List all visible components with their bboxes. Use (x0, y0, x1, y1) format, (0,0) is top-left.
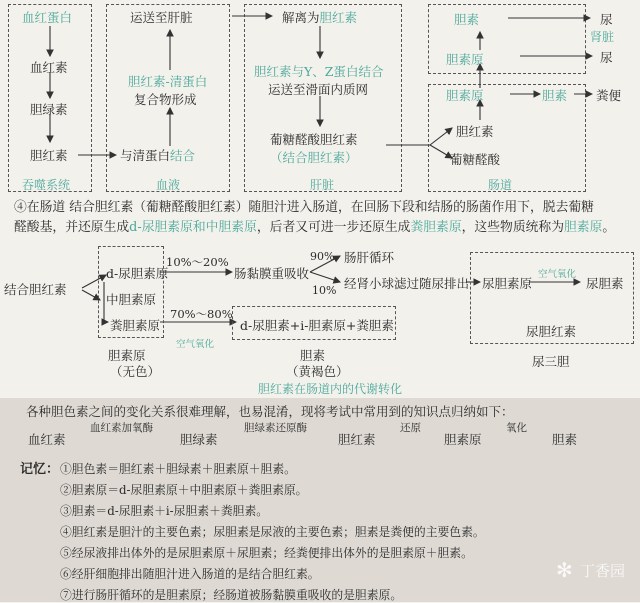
memory-item-6: ⑥经肝细胞排出随胆汁进入肠道的是结合胆红素。 (60, 567, 320, 581)
label-pct-10-20: 10%～20% (166, 255, 229, 269)
watermark-text: 丁香园 (580, 562, 626, 580)
chain-label-oxidation: 氧化 (506, 422, 527, 434)
node-smooth-er: 运送至滑面内质网 (268, 82, 369, 97)
p2-suffix: ，这些物质统称为 (461, 220, 564, 235)
node-mucosal-reabsorb: 肠黏膜重吸收 (234, 266, 310, 281)
title-liver: 肝脏 (310, 178, 335, 192)
node-transport-liver: 运送至肝脏 (130, 10, 193, 25)
node-conjugated: （结合胆红素） (270, 150, 358, 165)
label-urine-2: 尿 (600, 50, 613, 65)
memory-item-3: ③胆素＝d-尿胆素＋i-尿胆素＋粪胆素。 (60, 504, 269, 518)
p2-prefix: 醛酸基，并还原生成 (14, 220, 130, 235)
node-conjugated-bilirubin: 结合胆红素 (4, 282, 67, 297)
paragraph-line-1: ④在肠道 结合胆红素（葡糖醛酸胆红素）随胆汁进入肠道，在回肠下段和结肠的肠菌作用下，脱去葡糖 (14, 200, 594, 215)
node-stercobilinogen: 粪胆素原 (110, 318, 161, 333)
node-bilirubin-albumin: 胆红素-清蛋白 (128, 74, 208, 89)
chain-urobilin: 胆素 (552, 432, 578, 447)
paragraph-line-2 (14, 218, 634, 238)
chain-heme: 血红素 (28, 432, 66, 447)
node-urobilin-red: 尿胆红素 (526, 324, 577, 339)
paragraph-intestine (14, 198, 634, 238)
title-intestine: 肠道 (488, 178, 513, 192)
label-air-oxidation-1: 空气氧化 (538, 269, 577, 280)
label-yellow-brown: （黄褐色） (286, 364, 349, 379)
node-dissociate (282, 8, 357, 26)
node-heme: 血红素 (30, 60, 68, 75)
node-glucuronide: 葡糖醛酸胆红素 (270, 132, 358, 147)
memory-item-4: ④胆红素是胆汁的主要色素；尿胆素是尿液的主要色素；胆素是粪便的主要色素。 (60, 525, 485, 539)
title-phagocyte-system: 吞噬系统 (22, 178, 71, 192)
bind-text: 结合 (170, 148, 196, 163)
label-pct-70-80: 70%～80% (170, 307, 233, 321)
label-air-oxidation-2: 空气氧化 (176, 339, 215, 350)
chain-biliverdin: 胆绿素 (180, 432, 218, 447)
watermark-logo-icon: ✻ (556, 558, 573, 582)
node-d-urobilinogen: d-尿胆素原 (106, 266, 169, 281)
chain-urobilinogen: 胆素原 (444, 432, 482, 447)
caption-intestinal-metabolism: 胆红素在肠道内的代谢转化 (258, 382, 403, 396)
node-biliverdin: 胆绿素 (30, 102, 68, 117)
memory-label: 记忆： (20, 462, 60, 477)
node-urobilin-top: 胆素 (454, 12, 480, 27)
label-urobilinogen-group: 胆素原 (108, 348, 146, 363)
node-urobilin: 尿胆素 (586, 276, 624, 291)
node-complex-formation: 复合物形成 (134, 92, 197, 107)
p2-highlight-3: 胆素原 (564, 220, 603, 235)
node-bind-albumin (120, 146, 195, 164)
p2-mid: ，后者又可进一步还原生成 (256, 220, 411, 235)
node-bilirubin: 胆红素 (30, 148, 68, 163)
summary-intro: 各种胆色素之间的变化关系很难理解，也易混淆，现将考试中常用到的知识点归纳如下： (26, 404, 514, 419)
node-urobilinogen-top: 胆素原 (446, 52, 484, 67)
label-kidney: 肾脏 (590, 30, 615, 44)
node-pigment-mix: d-尿胆素+i-胆素原+粪胆素 (240, 318, 394, 333)
memory-item-5: ⑤经尿液排出体外的是尿胆素原＋尿胆素；经粪便排出体外的是胆素原＋胆素。 (60, 546, 473, 560)
bind-albumin-text: 与清蛋白 (120, 148, 171, 163)
label-urine-trio: 尿三胆 (532, 354, 570, 369)
chain-bilirubin: 胆红素 (338, 432, 376, 447)
label-urine-1: 尿 (600, 12, 613, 27)
label-90pct: 90% (310, 250, 335, 263)
label-feces: 粪便 (596, 88, 622, 103)
node-int-bilirubin: 胆红素 (456, 124, 494, 139)
memory-item-2: ②胆素原＝d-尿胆素原＋中胆素原＋粪胆素原。 (60, 483, 308, 497)
p2-highlight-2: 粪胆素原 (410, 220, 462, 235)
dissociate-bilirubin: 胆红素 (319, 10, 358, 25)
node-int-urobilin: 胆素 (542, 88, 568, 103)
node-urobilinogen: 尿胆素原 (482, 276, 533, 291)
dissociate-text: 解离为 (282, 10, 320, 25)
label-10pct: 10% (312, 284, 337, 297)
node-int-glucuronic: 葡糖醛酸 (450, 152, 501, 167)
p2-end: 。 (602, 220, 616, 235)
memory-item-7: ⑦进行肠肝循环的是胆素原；经肠道被肠黏膜重吸收的是胆素原。 (60, 588, 403, 602)
node-kidney-route: 经肾小球滤过随尿排出 (344, 276, 470, 291)
chain-label-reduction: 还原 (400, 422, 421, 434)
node-mesobilinogen: 中胆素原 (106, 292, 157, 307)
title-blood: 血液 (156, 178, 181, 192)
node-enterohepatic: 肠肝循环 (344, 250, 395, 265)
chain-label-heme-oxygenase: 血红素加氧酶 (90, 422, 153, 434)
node-yz-protein: 胆红素与Y、Z蛋白结合 (254, 64, 384, 79)
node-hemoglobin: 血红蛋白 (22, 10, 73, 25)
p2-highlight-1: d-尿胆素原和中胆素原 (129, 220, 257, 235)
label-colorless: （无色） (110, 364, 161, 379)
memory-item-1: ①胆色素＝胆红素＋胆绿素＋胆素原＋胆素。 (60, 462, 296, 476)
node-int-urobilinogen: 胆素原 (446, 88, 484, 103)
label-bile-pigment: 胆素 (300, 348, 326, 363)
chain-label-biliverdin-reductase: 胆绿素还原酶 (244, 422, 307, 434)
